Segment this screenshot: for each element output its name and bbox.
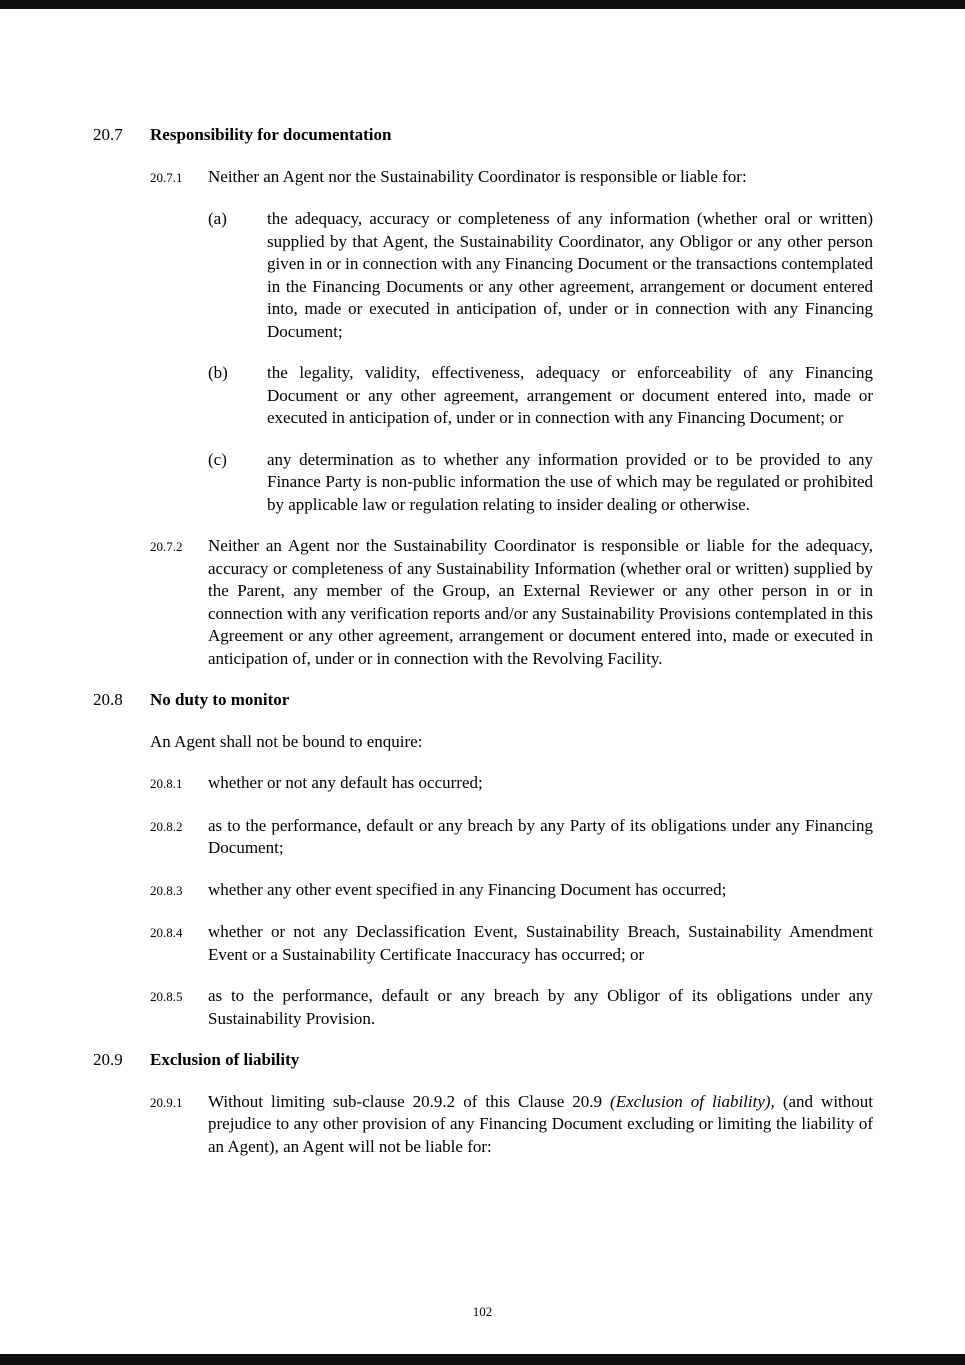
text-before-italic: Without limiting sub-clause 20.9.2 of this Clause 20.9 [208, 1091, 611, 1111]
section-title: Exclusion of liability [150, 1050, 300, 1069]
italic-cross-reference: (Exclusion of liability), [610, 1091, 775, 1111]
letter-label: (c) [208, 449, 227, 469]
section-title: Responsibility for documentation [150, 125, 392, 144]
section-heading-20-9 [93, 1049, 873, 1072]
page-number: 102 [472, 1303, 493, 1319]
section-number: 20.9 [93, 1050, 123, 1069]
section-heading-20-7 [93, 124, 873, 147]
subclause-text: Neither an Agent nor the Sustainability Coordinator is responsible or liable for the adequacy, accuracy or completeness of any Sustainability Information (whether oral or written) supplied by the Parent, any member of the Group, an External Reviewer or any other person in or in connection with any verification reports and/or any Sustainability Provisions contemplated in this Agreement or any other agreement, arrangement or document entered into, made or executed in anticipation of, under or in connection with the Revolving Facility. [208, 536, 873, 668]
letter-label: (a) [208, 209, 227, 228]
subclause-20-9-1 [150, 1091, 873, 1159]
letter-text: any determination as to whether any information provided or to be provided to any Finance Party is non-public information the use of which may be regulated or prohibited by applicable law or regulation relating to insider dealing or otherwise. [267, 449, 873, 514]
subclause-20-7-2 [150, 535, 873, 670]
letter-text: the adequacy, accuracy or completeness of any information (whether oral or written) supplied by that Agent, the Sustainability Coordinator, any Obligor or any other person given in or in connection with any Financing Document or the transactions contemplated in the Financing Documents or any other agreement, arrangement or document entered into, made or executed in anticipation of, under or in connection with any Financing Document; [267, 209, 873, 341]
subclause-text: whether or not any Declassification Event, Sustainability Breach, Sustainability Amendment Event or a Sustainability Certificate Inaccuracy has occurred; or [208, 922, 873, 964]
section-number: 20.7 [93, 125, 123, 144]
text-after-italic: (and without prejudice to any other provision of any Financing Document excluding or limiting the liability of an Agent), an Agent will not be liable for: [208, 1091, 874, 1156]
subclause-20-8-4 [150, 921, 873, 966]
letter-text: the legality, validity, effectiveness, adequacy or enforceability of any Financing Document or any other agreement, arrangement or document entered into, made or executed in anticipation of, under or in connection with any Financing Document; or [267, 363, 873, 427]
section-title: No duty to monitor [150, 690, 290, 709]
letter-item-b [208, 362, 873, 430]
section-intro: An Agent shall not be bound to enquire: [150, 731, 423, 751]
section-number: 20.8 [93, 690, 123, 709]
subclause-number: 20.9.1 [150, 1094, 183, 1110]
subclause-text [208, 1091, 873, 1159]
subclause-text: as to the performance, default or any breach by any Obligor of its obligations under any Sustainability Provision. [208, 986, 873, 1028]
subclause-20-8-2 [150, 815, 873, 860]
subclause-number: 20.8.3 [150, 882, 183, 898]
subclause-number: 20.8.1 [150, 776, 183, 791]
subclause-number: 20.7.1 [150, 169, 183, 185]
letter-label: (b) [208, 363, 228, 382]
letter-item-c [208, 449, 873, 517]
subclause-text: Neither an Agent nor the Sustainability Coordinator is responsible or liable for: [208, 166, 747, 186]
subclause-text: whether or not any default has occurred; [208, 773, 483, 792]
scan-edge-bottom [0, 1354, 965, 1365]
subclause-number: 20.8.4 [150, 925, 183, 940]
letter-item-a [208, 208, 873, 343]
subclause-20-8-3 [150, 879, 873, 903]
subclause-20-7-1 [150, 166, 873, 190]
subclause-number: 20.8.2 [150, 818, 183, 834]
subclause-text: whether any other event specified in any Financing Document has occurred; [208, 879, 727, 899]
subclause-20-8-5 [150, 985, 873, 1030]
subclause-number: 20.8.5 [150, 989, 183, 1004]
subclause-number: 20.7.2 [150, 539, 183, 554]
subclause-20-8-1 [150, 772, 873, 796]
subclause-text: as to the performance, default or any breach by any Party of its obligations under any Financing Document; [208, 815, 873, 857]
section-heading-20-8 [93, 689, 873, 712]
scan-edge-top [0, 0, 965, 9]
